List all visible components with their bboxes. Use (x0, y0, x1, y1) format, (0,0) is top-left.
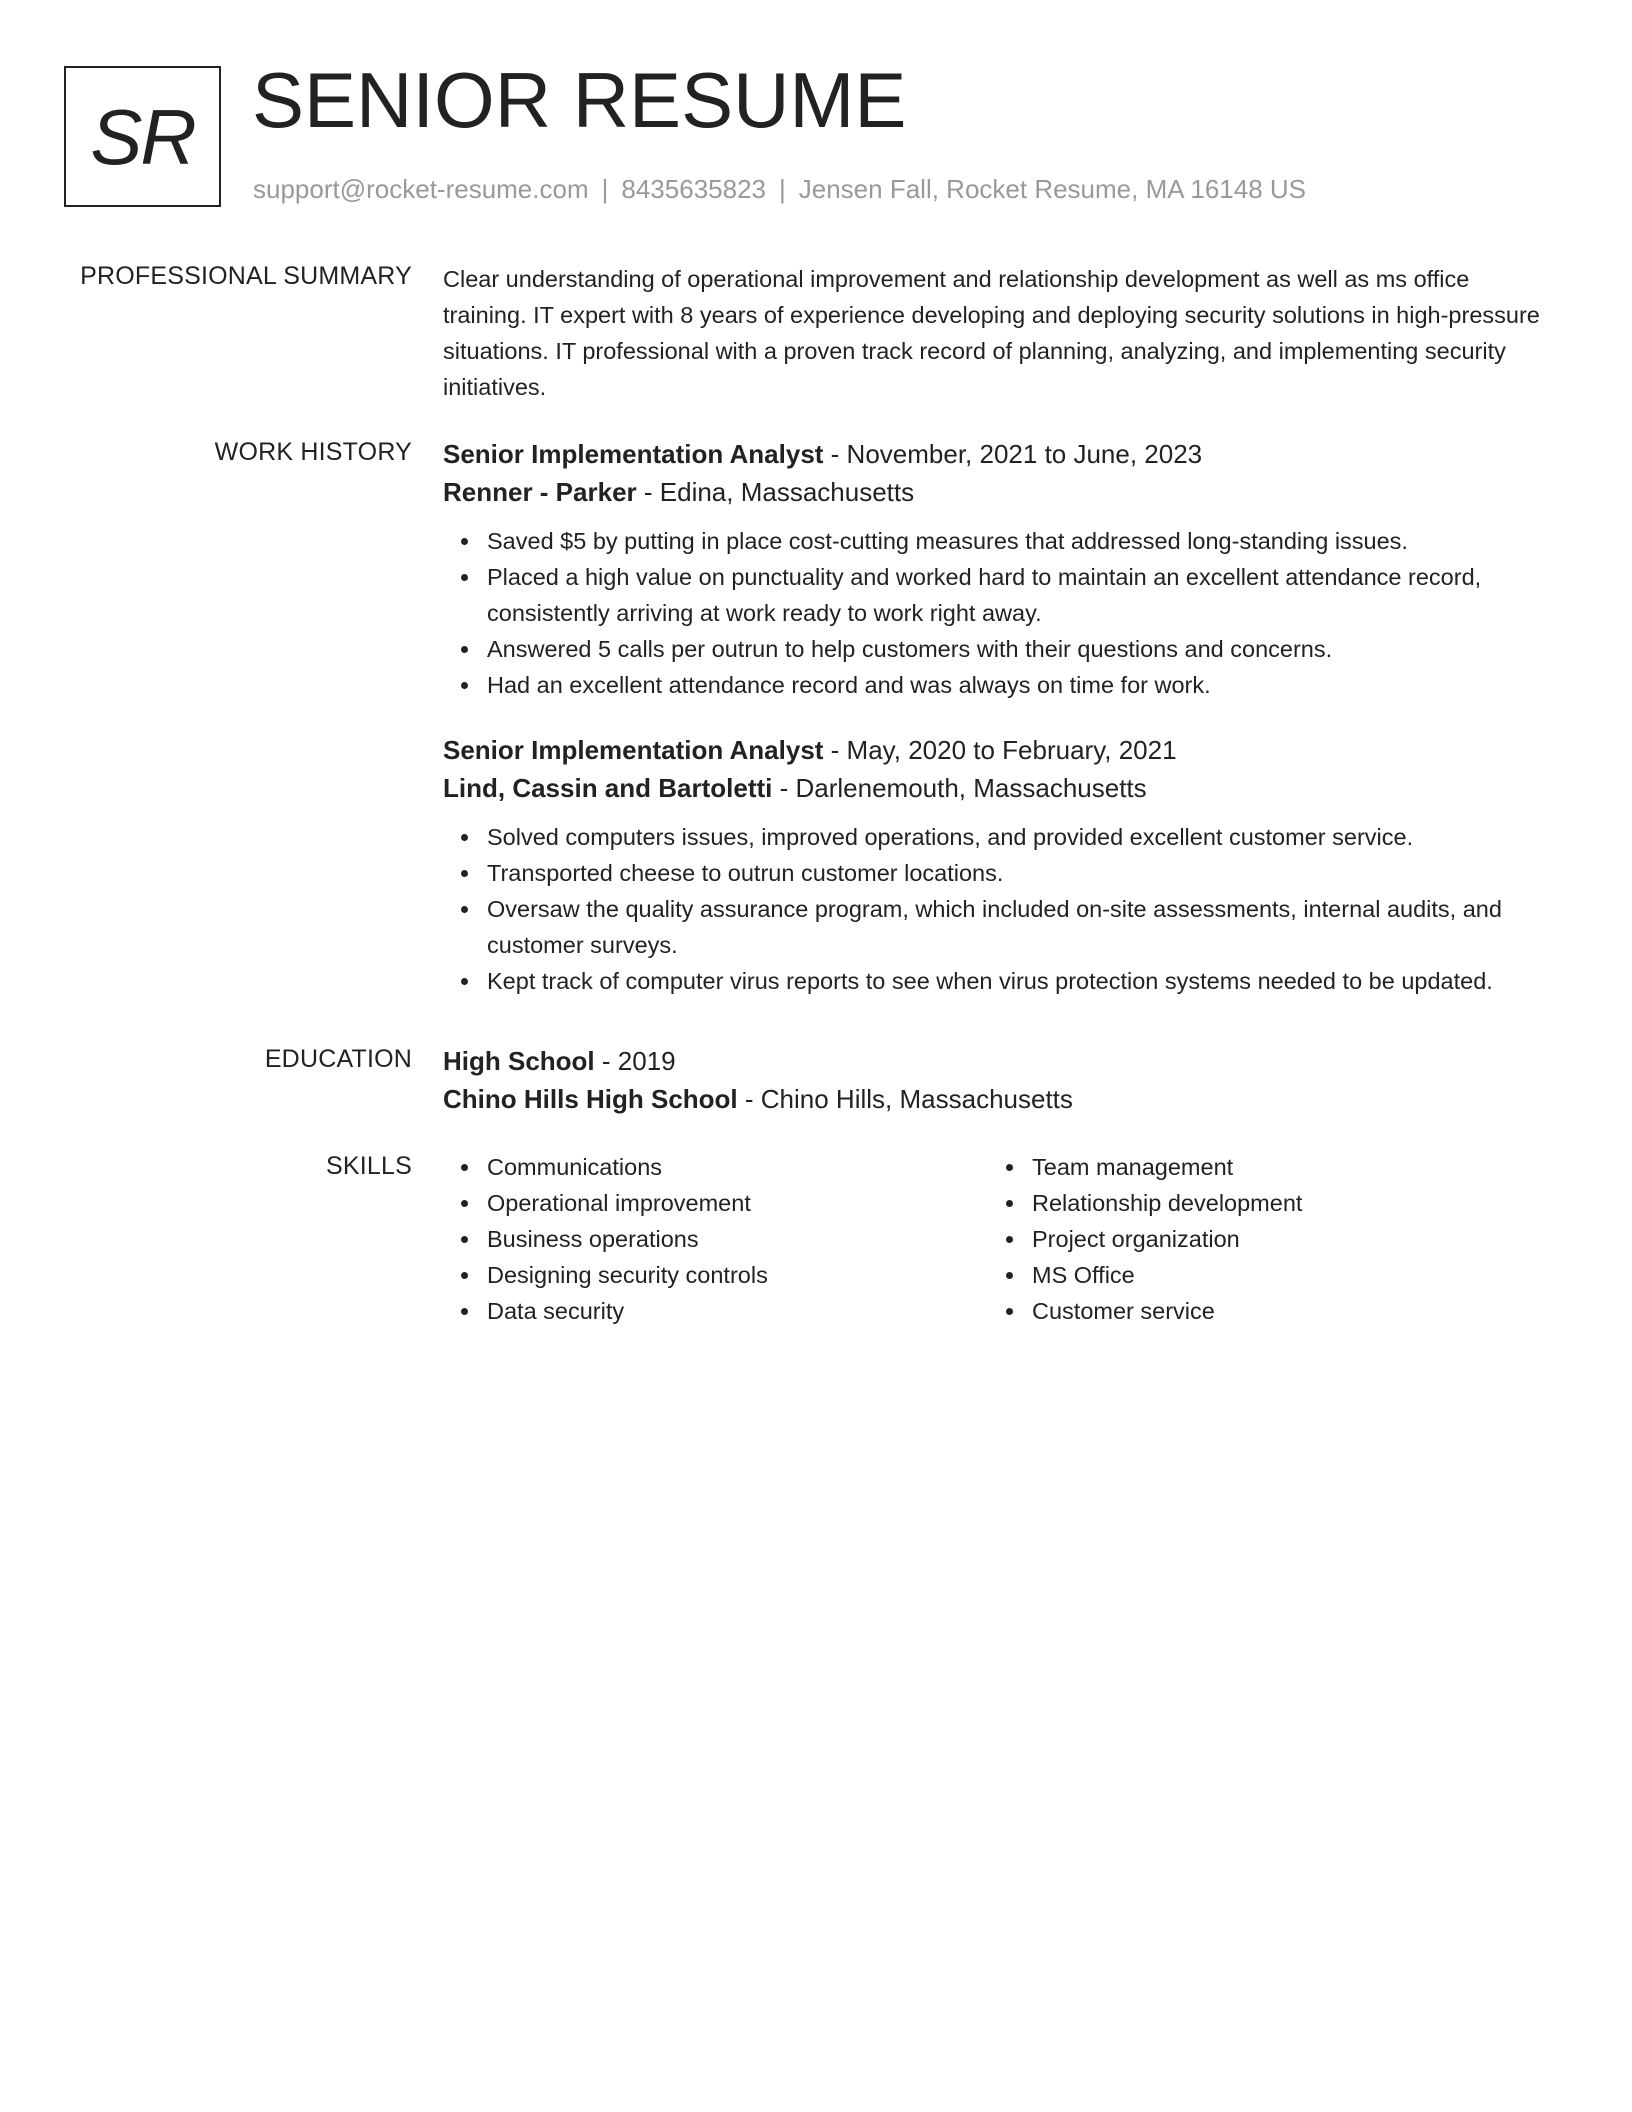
skill-item: Business operations (487, 1221, 988, 1257)
job-dates: - May, 2020 to February, 2021 (823, 735, 1177, 765)
job-position-line (443, 731, 1553, 769)
education-school-line (443, 1080, 1553, 1118)
skills-column-right (988, 1149, 1533, 1329)
education-year: - 2019 (594, 1046, 676, 1076)
contact-separator: | (779, 174, 786, 204)
education-degree: High School (443, 1046, 595, 1076)
job-location: - Edina, Massachusetts (636, 477, 915, 507)
job-position-line (443, 435, 1553, 473)
job-company-line (443, 769, 1553, 807)
job-bullet: Answered 5 calls per outrun to help customers with their questions and concerns. (487, 631, 1553, 667)
work-body (443, 435, 1553, 999)
skill-item: Relationship development (1032, 1185, 1533, 1221)
skill-item: Designing security controls (487, 1257, 988, 1293)
summary-body (443, 261, 1553, 405)
job-company: Renner - Parker (443, 477, 637, 507)
summary-title: PROFESSIONAL SUMMARY (80, 262, 412, 290)
monogram-initials: SR (90, 92, 195, 181)
job-company: Lind, Cassin and Bartoletti (443, 773, 773, 803)
monogram-badge (64, 66, 221, 207)
contact-phone[interactable]: 8435635823 (621, 174, 766, 204)
job-entry (443, 731, 1553, 999)
job-bullet: Transported cheese to outrun customer locations. (487, 855, 1553, 891)
resume-name: SENIOR RESUME (252, 56, 907, 144)
skill-item: Data security (487, 1293, 988, 1329)
skill-item: Operational improvement (487, 1185, 988, 1221)
skills-grid (443, 1149, 1553, 1329)
job-bullets (443, 523, 1553, 703)
job-bullet: Oversaw the quality assurance program, which included on-site assessments, internal audits, and customer surveys. (487, 891, 1553, 963)
job-bullet: Had an excellent attendance record and was always on time for work. (487, 667, 1553, 703)
job-bullet: Saved $5 by putting in place cost-cutting measures that addressed long-standing issues. (487, 523, 1553, 559)
job-position: Senior Implementation Analyst (443, 735, 824, 765)
education-school: Chino Hills High School (443, 1084, 738, 1114)
education-body (443, 1042, 1553, 1118)
skills-body (443, 1149, 1553, 1329)
skills-title: SKILLS (326, 1152, 412, 1180)
skill-item: Customer service (1032, 1293, 1533, 1329)
contact-email[interactable]: support@rocket-resume.com (253, 174, 589, 204)
job-bullet: Placed a high value on punctuality and worked hard to maintain an excellent attendance record, consistently arriving at work ready to work right away. (487, 559, 1553, 631)
job-bullet: Kept track of computer virus reports to see when virus protection systems needed to be updated. (487, 963, 1553, 999)
education-degree-line (443, 1042, 1553, 1080)
work-title: WORK HISTORY (214, 438, 412, 466)
job-dates: - November, 2021 to June, 2023 (823, 439, 1203, 469)
job-entry (443, 435, 1553, 703)
job-location: - Darlenemouth, Massachusetts (772, 773, 1147, 803)
job-company-line (443, 473, 1553, 511)
skill-item: Team management (1032, 1149, 1533, 1185)
job-bullet: Solved computers issues, improved operations, and provided excellent customer service. (487, 819, 1553, 855)
skill-item: Communications (487, 1149, 988, 1185)
contact-line (253, 174, 1306, 205)
education-location: - Chino Hills, Massachusetts (737, 1084, 1073, 1114)
contact-address: Jensen Fall, Rocket Resume, MA 16148 US (798, 174, 1307, 204)
summary-text: Clear understanding of operational improvement and relationship development as well as ms office training. IT expert with 8 years of experience developing and deploying security solutions in high-pressure situations. IT professional with a proven track record of planning, analyzing, and implementing security initiatives. (443, 266, 1540, 400)
contact-separator: | (601, 174, 609, 204)
education-title: EDUCATION (264, 1045, 412, 1073)
skills-column-left (443, 1149, 988, 1329)
skill-item: MS Office (1032, 1257, 1533, 1293)
job-bullets (443, 819, 1553, 999)
skill-item: Project organization (1032, 1221, 1533, 1257)
job-position: Senior Implementation Analyst (443, 439, 824, 469)
